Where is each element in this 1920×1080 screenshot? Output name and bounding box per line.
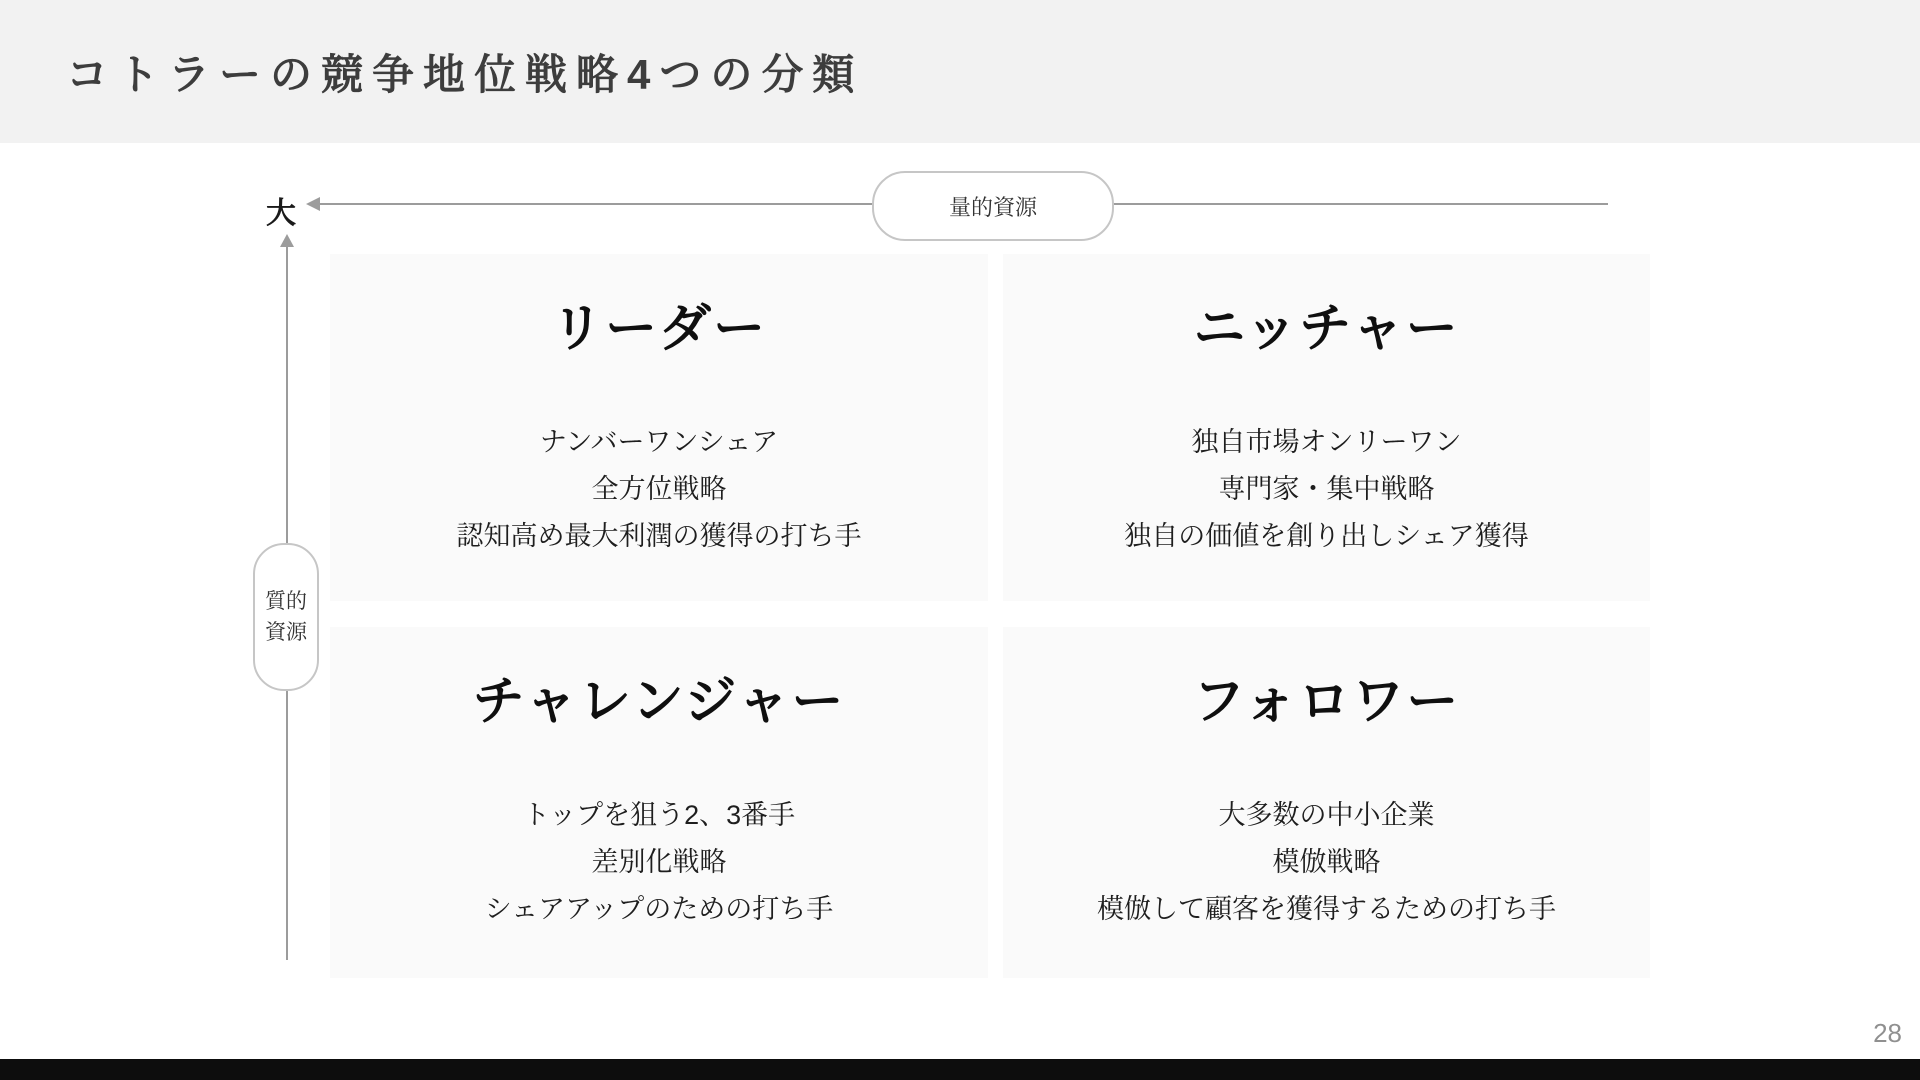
quadrant-leader-line: 認知高め最大利潤の獲得の打ち手 <box>456 521 862 551</box>
bottom-bar <box>0 1059 1920 1080</box>
quadrant-leader-line: 全方位戦略 <box>591 474 727 504</box>
vertical-axis-label-line1: 質的 <box>265 590 307 613</box>
quadrant-follower-title: フォロワー <box>1192 673 1461 731</box>
vertical-axis-label-pill <box>253 543 319 691</box>
quadrant-challenger <box>330 627 988 978</box>
quadrant-nicher-line: 独自の価値を創り出しシェア獲得 <box>1124 521 1529 551</box>
quadrant-follower-line: 模倣戦略 <box>1272 847 1381 877</box>
horizontal-axis-label: 量的資源 <box>948 194 1037 220</box>
quadrant-challenger-body <box>485 792 834 933</box>
quadrant-follower-body <box>1097 792 1556 933</box>
page-number: 28 <box>1873 1018 1902 1048</box>
vertical-axis-label-line2: 資源 <box>265 621 307 644</box>
title-band <box>0 0 1920 143</box>
quadrant-leader-title: リーダー <box>550 300 767 358</box>
quadrant-follower-line: 大多数の中小企業 <box>1218 800 1435 830</box>
quadrant-nicher <box>1003 254 1650 601</box>
quadrant-nicher-line: 専門家・集中戦略 <box>1218 474 1435 504</box>
quadrant-challenger-line: 差別化戦略 <box>591 847 727 877</box>
quadrant-challenger-title: チャレンジャー <box>472 673 846 731</box>
quadrant-nicher-line: 独自市場オンリーワン <box>1191 427 1462 457</box>
quadrant-leader-line: ナンバーワンシェア <box>539 427 779 457</box>
quadrant-nicher-title: ニッチャー <box>1193 300 1460 358</box>
axis-max-label: 大 <box>266 197 296 230</box>
quadrant-leader <box>330 254 988 601</box>
quadrant-follower <box>1003 627 1650 978</box>
slide-title: コトラーの競争地位戦略4つの分類 <box>66 50 864 98</box>
quadrant-challenger-line: シェアアップのための打ち手 <box>484 894 834 924</box>
quadrant-leader-body <box>457 419 862 560</box>
horizontal-axis-label-pill <box>872 171 1114 241</box>
quadrant-challenger-line: トップを狙う2、3番手 <box>522 800 796 830</box>
quadrant-follower-line: 模倣して顧客を獲得するための打ち手 <box>1097 894 1556 924</box>
quadrant-nicher-body <box>1124 419 1528 560</box>
